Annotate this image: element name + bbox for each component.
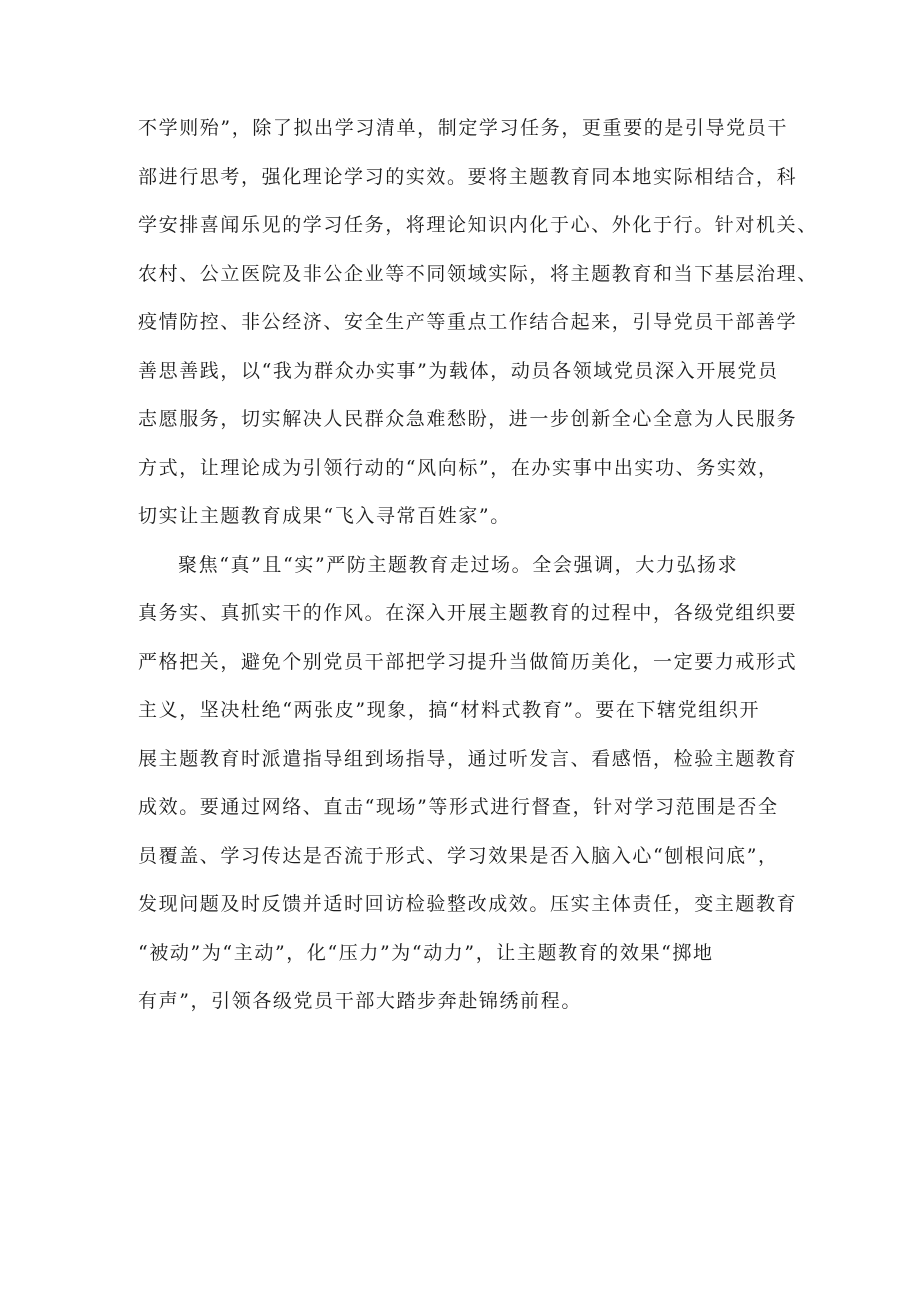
paragraph-1: [138, 104, 818, 541]
document-body: [138, 104, 818, 1026]
paragraph-line: 切实让主题教育成果“飞入寻常百姓家”。: [138, 505, 511, 527]
paragraph-line: 部进行思考，强化理论学习的实效。要将主题教育同本地实际相结合，科: [138, 165, 798, 188]
paragraph-line: 善思善践，以“我为群众办实事”为载体，动员各领域党员深入开展党员: [138, 359, 779, 382]
paragraph-line: 聚焦“真”且“实”严防主题教育走过场。全会强调，大力弘扬求: [178, 553, 739, 576]
paragraph-line: 员覆盖、学习传达是否流于形式、学习效果是否入脑入心“刨根问底”，: [138, 844, 779, 867]
paragraph-line: 真务实、真抓实干的作风。在深入开展主题教育的过程中，各级党组织要: [138, 602, 798, 624]
paragraph-line: 严格把关，避免个别党员干部把学习提升当做简历美化，一定要力戒形式: [138, 650, 798, 673]
paragraph-line: 有声”，引领各级党员干部大踏步奔赴锦绣前程。: [138, 990, 582, 1012]
paragraph-line: 主义，坚决杜绝“两张皮”现象，搞“材料式教育”。要在下辖党组织开: [138, 699, 761, 721]
paragraph-line: 志愿服务，切实解决人民群众急难愁盼，进一步创新全心全意为人民服务: [138, 408, 798, 430]
paragraph-line: 发现问题及时反馈并适时回访检验整改成效。压实主体责任，变主题教育: [138, 893, 798, 915]
paragraph-line: 疫情防控、非公经济、安全生产等重点工作结合起来，引导党员干部善学: [138, 311, 798, 333]
paragraph-2: [138, 541, 808, 1026]
paragraph-line: “被动”为“主动”，化“压力”为“动力”，让主题教育的效果“掷地: [138, 941, 714, 964]
paragraph-line: 不学则殆”，除了拟出学习清单，制定学习任务，更重要的是引导党员干: [138, 117, 788, 139]
paragraph-line: 方式，让理论成为引领行动的“风向标”，在办实事中出实功、务实效，: [138, 456, 779, 479]
paragraph-line: 成效。要通过网络、直击“现场”等形式进行督查，针对学习范围是否全: [138, 796, 779, 818]
paragraph-line: 学安排喜闻乐见的学习任务，将理论知识内化于心、外化于行。针对机关、: [138, 214, 818, 236]
paragraph-line: 展主题教育时派遣指导组到场指导，通过听发言、看感悟，检验主题教育: [138, 747, 798, 770]
paragraph-line: 农村、公立医院及非公企业等不同领域实际，将主题教育和当下基层治理、: [138, 262, 818, 285]
